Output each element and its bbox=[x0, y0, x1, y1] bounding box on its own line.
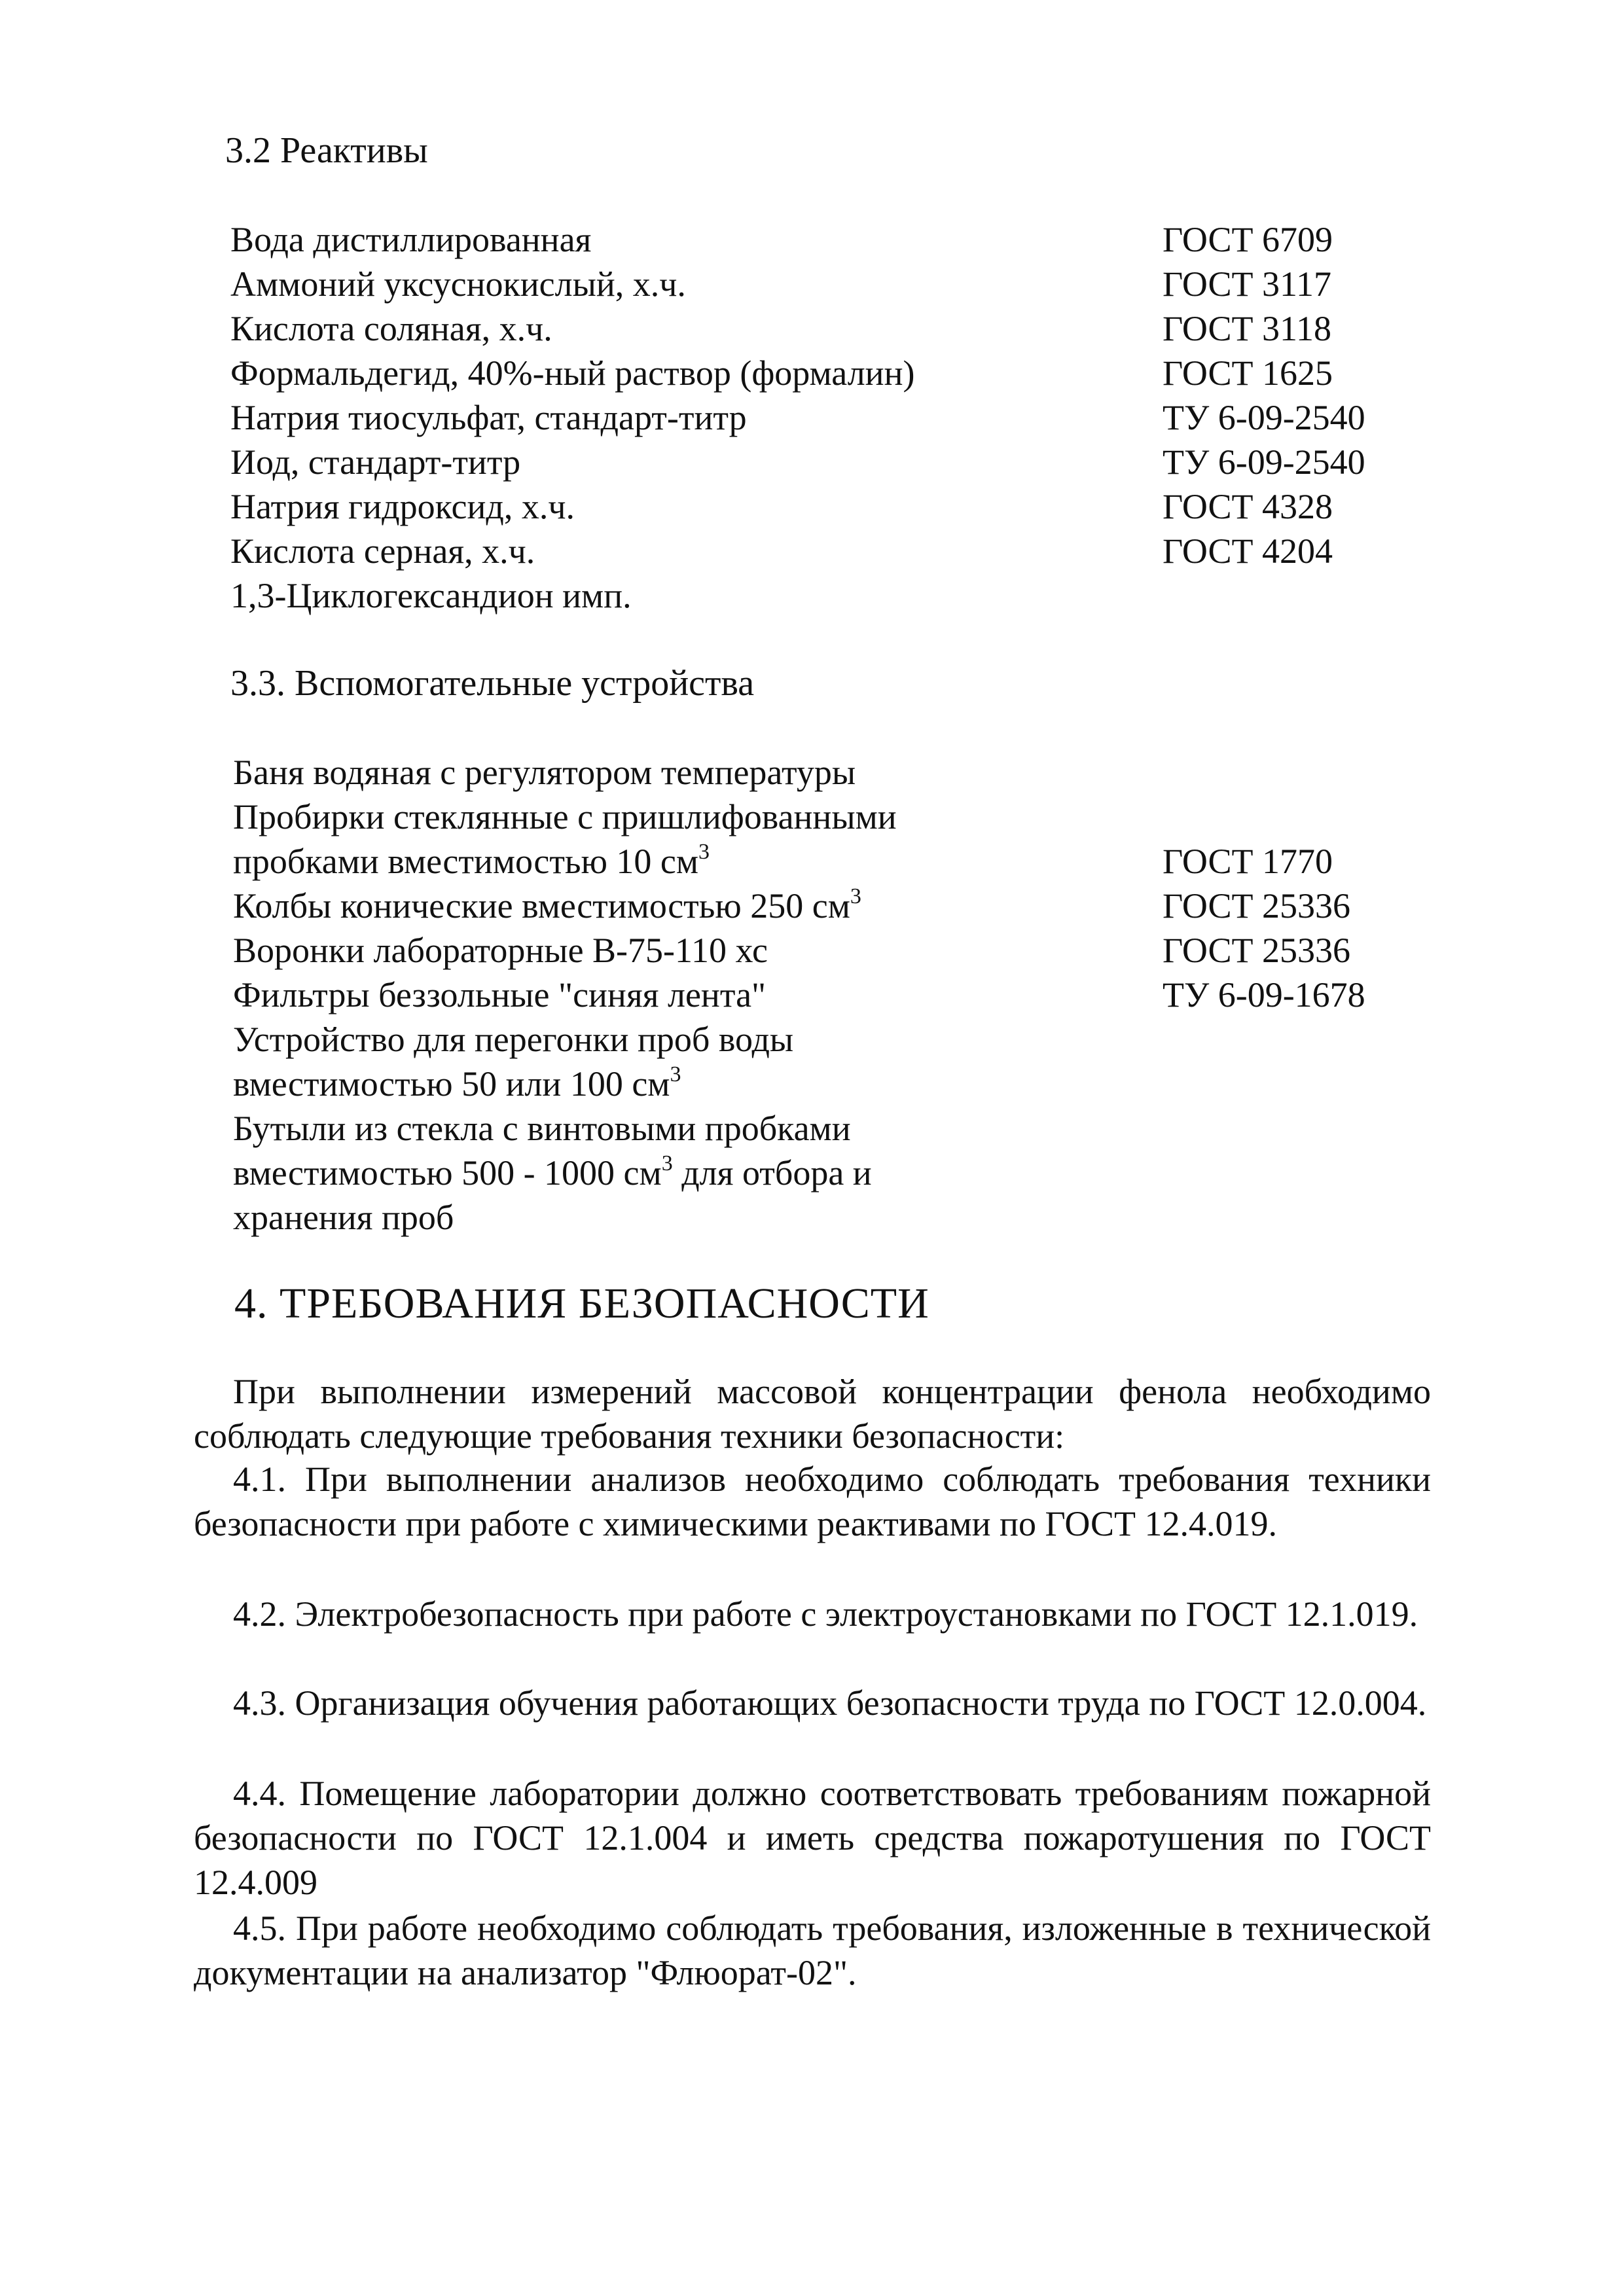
reagent-ref: ГОСТ 3117 bbox=[1163, 264, 1332, 304]
reagent-name: 1,3-Циклогександион имп. bbox=[230, 576, 632, 615]
device-line-text: для отбора и bbox=[672, 1153, 872, 1193]
reagent-ref: ТУ 6-09-2540 bbox=[1163, 398, 1365, 437]
device-line bbox=[233, 885, 861, 927]
superscript: 3 bbox=[661, 1151, 673, 1175]
safety-item bbox=[194, 1457, 1431, 1546]
device-line bbox=[233, 1063, 681, 1105]
device-line: Фильтры беззольные "синяя лента" bbox=[233, 975, 767, 1014]
safety-item bbox=[194, 1771, 1431, 1905]
device-ref: ТУ 6-09-1678 bbox=[1163, 975, 1365, 1014]
section-3-3-title: 3.3. Вспомогательные устройства bbox=[230, 663, 755, 704]
safety-item-text: 4.4. Помещение лаборатории должно соответствовать требованиям пожарной безопасности по ГОСТ 12.1.004 и иметь средства пожаротушения по ГОСТ 12.4.009 bbox=[194, 1774, 1431, 1902]
device-line-text: пробками вместимостью 10 см bbox=[233, 842, 699, 881]
reagent-ref: ТУ 6-09-2540 bbox=[1163, 442, 1365, 482]
reagent-name: Формальдегид, 40%-ный раствор (формалин) bbox=[230, 353, 915, 393]
safety-item-text: 4.1. При выполнении анализов необходимо соблюдать требования техники безопасности при работе с химическими реактивами по ГОСТ 12.4.019. bbox=[194, 1460, 1431, 1543]
reagent-name: Аммоний уксуснокислый, х.ч. bbox=[230, 264, 686, 304]
reagent-name: Кислота серная, х.ч. bbox=[230, 531, 535, 571]
device-line: Пробирки стеклянные с пришлифованными bbox=[233, 797, 897, 836]
device-line-text: вместимостью 50 или 100 см bbox=[233, 1064, 670, 1103]
safety-item-text: 4.2. Электробезопасность при работе с электроустановками по ГОСТ 12.1.019. bbox=[233, 1594, 1418, 1634]
device-line: Баня водяная с регулятором температуры bbox=[233, 753, 856, 792]
section-4-title: 4. ТРЕБОВАНИЯ БЕЗОПАСНОСТИ bbox=[234, 1280, 929, 1327]
device-line: Бутыли из стекла с винтовыми пробками bbox=[233, 1109, 851, 1148]
superscript: 3 bbox=[670, 1062, 681, 1086]
device-line bbox=[233, 1152, 872, 1194]
reagent-ref: ГОСТ 3118 bbox=[1163, 309, 1332, 348]
device-ref: ГОСТ 25336 bbox=[1163, 931, 1351, 970]
reagent-name: Натрия тиосульфат, стандарт-титр bbox=[230, 398, 747, 437]
device-line: Устройство для перегонки проб воды bbox=[233, 1020, 794, 1059]
safety-item-text: 4.5. При работе необходимо соблюдать требования, изложенные в технической документации на анализатор "Флюорат-02". bbox=[194, 1909, 1431, 1992]
superscript: 3 bbox=[698, 840, 710, 864]
reagent-name: Вода дистиллированная bbox=[230, 220, 592, 259]
safety-item-text: 4.3. Организация обучения работающих безопасности труда по ГОСТ 12.0.004. bbox=[233, 1683, 1427, 1723]
device-line: хранения проб bbox=[233, 1198, 454, 1237]
section-4-intro bbox=[194, 1369, 1431, 1458]
device-line bbox=[233, 840, 710, 882]
reagent-ref: ГОСТ 1625 bbox=[1163, 353, 1333, 393]
superscript: 3 bbox=[850, 884, 861, 908]
reagent-ref: ГОСТ 4204 bbox=[1163, 531, 1333, 571]
reagent-ref: ГОСТ 4328 bbox=[1163, 487, 1333, 526]
reagent-name: Натрия гидроксид, х.ч. bbox=[230, 487, 575, 526]
safety-item bbox=[194, 1681, 1431, 1725]
device-line-text: Колбы конические вместимостью 250 см bbox=[233, 886, 850, 925]
reagent-name: Кислота соляная, х.ч. bbox=[230, 309, 552, 348]
device-ref: ГОСТ 25336 bbox=[1163, 886, 1351, 925]
device-line-text: вместимостью 500 - 1000 см bbox=[233, 1153, 662, 1193]
reagent-ref: ГОСТ 6709 bbox=[1163, 220, 1333, 259]
safety-item bbox=[194, 1592, 1431, 1636]
device-line: Воронки лабораторные В-75-110 хс bbox=[233, 931, 768, 970]
reagent-name: Иод, стандарт-титр bbox=[230, 442, 521, 482]
device-ref: ГОСТ 1770 bbox=[1163, 842, 1333, 881]
section-3-2-title: 3.2 Реактивы bbox=[225, 130, 428, 171]
safety-item bbox=[194, 1906, 1431, 1995]
section-4-intro-text: При выполнении измерений массовой концентрации фенола необходимо соблюдать следующие требования техники безопасности: bbox=[194, 1372, 1431, 1456]
